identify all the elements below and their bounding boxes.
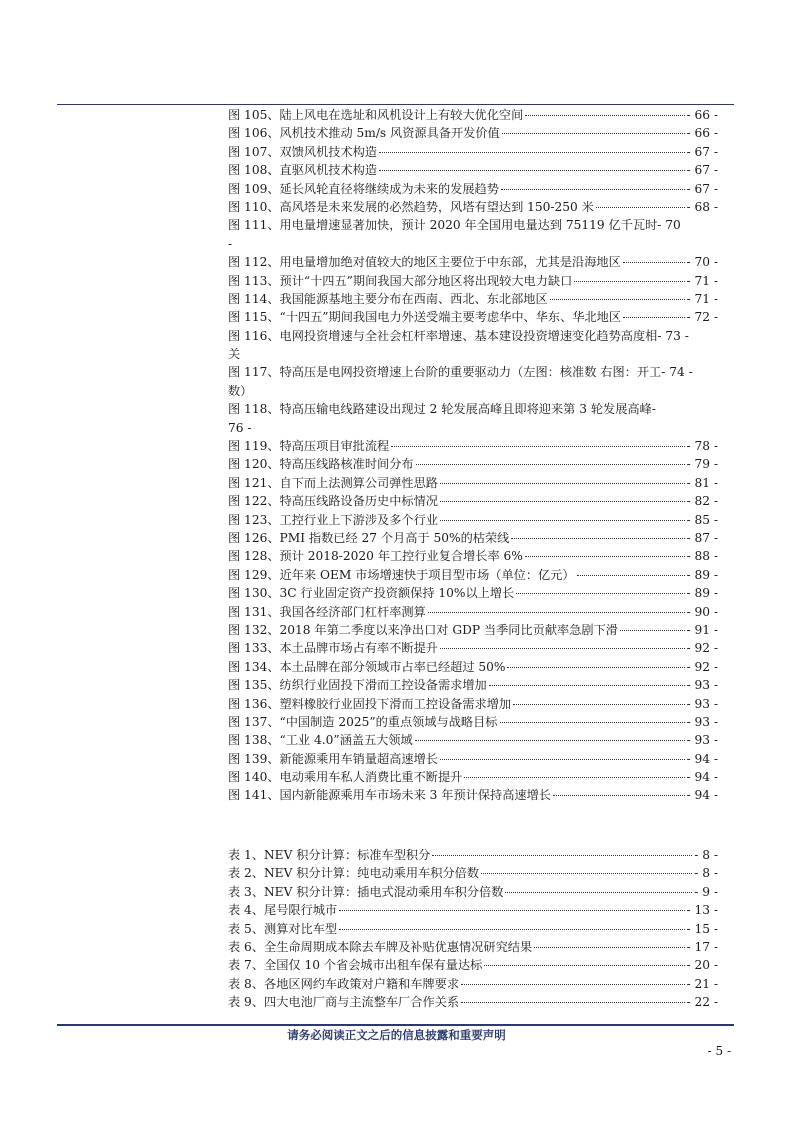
dot-leader: [428, 612, 685, 613]
figure-entry[interactable]: [228, 272, 718, 290]
dot-leader: [550, 299, 685, 300]
figure-entry[interactable]: [228, 621, 718, 639]
dot-leader: [489, 685, 685, 686]
figure-entry-page: - 93 -: [686, 714, 718, 729]
figure-entry-page: - 91 -: [686, 622, 718, 637]
figure-entry-page: - 74 -: [661, 365, 693, 380]
figure-entry-title: 图 113、预计“十四五”期间我国大部分地区将出现较大电力缺口: [228, 273, 573, 288]
figure-entry-page: - 89 -: [686, 567, 718, 582]
footer-rule: [57, 1024, 734, 1026]
table-entry-title: 表 2、NEV 积分计算：纯电动乘用车积分倍数: [228, 866, 480, 881]
figure-entry-title: 图 136、塑料橡胶行业固投下滑而工控设备需求增加: [228, 696, 512, 711]
figure-entry-title: 图 105、陆上风电在选址和风机设计上有较大优化空间: [228, 108, 524, 122]
table-entry-page: - 8 -: [694, 848, 718, 862]
figure-entry-title: 图 112、用电量增加绝对值较大的地区主要位于中东部，尤其是沿海地区: [228, 255, 621, 270]
figure-entry[interactable]: [228, 639, 718, 657]
figure-entry-title: 图 132、2018 年第二季度以来净出口对 GDP 当季同比贡献率急剧下滑: [228, 622, 618, 637]
table-entry-title: 表 9、四大电池厂商与主流整车厂合作关系: [228, 995, 460, 1010]
figure-entry-page: - 72 -: [686, 310, 718, 325]
figure-entry-title: 图 107、双馈风机技术构造: [228, 144, 378, 159]
dot-leader: [507, 667, 684, 668]
dot-leader: [620, 630, 685, 631]
figure-entry-title: 图 108、直驱风机技术构造: [228, 163, 378, 178]
figure-entry[interactable]: [228, 198, 718, 216]
figure-entry[interactable]: [228, 143, 718, 161]
figure-entry[interactable]: [228, 547, 718, 565]
dot-leader: [440, 483, 685, 484]
figure-entry[interactable]: [228, 492, 718, 510]
figure-entry-title: 图 140、电动乘用车私人消费比重不断提升: [228, 770, 463, 785]
figure-entry-continuation: [228, 419, 718, 437]
figure-entry-page: - 92 -: [686, 641, 718, 656]
table-entry-page: - 22 -: [686, 995, 718, 1010]
figure-entry[interactable]: [228, 511, 718, 529]
figure-entry[interactable]: [228, 253, 718, 271]
table-entry-title: 表 1、NEV 积分计算：标准车型积分: [228, 848, 431, 862]
dot-leader: [623, 262, 685, 263]
dot-leader: [440, 520, 685, 521]
table-entry-page: - 15 -: [686, 921, 718, 936]
figure-entry[interactable]: [228, 327, 718, 345]
figure-entry-page: - 88 -: [686, 549, 718, 564]
figure-entry-title: 图 129、近年来 OEM 市场增速快于项目型市场（单位：亿元）: [228, 567, 575, 582]
dot-leader: [534, 947, 684, 948]
figure-entry-page: - 67 -: [686, 181, 718, 196]
dot-leader: [461, 1002, 684, 1003]
figure-entry-title: 图 130、3C 行业固定资产投资额保持 10%以上增长: [228, 586, 515, 601]
dot-leader: [339, 929, 684, 930]
figure-entry[interactable]: [228, 603, 718, 621]
dot-leader: [501, 189, 685, 190]
figure-entry-title: 图 110、高风塔是未来发展的必然趋势，风塔有望达到 150-250 米: [228, 199, 594, 214]
figure-entry-title: 图 121、自下而上法测算公司弹性思路: [228, 475, 438, 490]
dot-leader: [416, 464, 685, 465]
figure-entry[interactable]: [228, 658, 718, 676]
figure-entry[interactable]: [228, 676, 718, 694]
figure-entry-page: - 78 -: [686, 439, 718, 454]
dot-leader: [505, 892, 692, 893]
figure-entry[interactable]: [228, 474, 718, 492]
figure-entry[interactable]: [228, 768, 718, 786]
figure-entry-page: - 94 -: [686, 788, 718, 803]
figure-entry-page: - 66 -: [686, 126, 718, 141]
figure-entry-continuation-text: 数）: [228, 383, 253, 398]
dot-leader: [379, 170, 684, 171]
figure-entry[interactable]: [228, 290, 718, 308]
table-entry[interactable]: [228, 956, 718, 974]
dot-leader: [525, 556, 685, 557]
table-entry[interactable]: [228, 883, 718, 901]
dot-leader: [577, 575, 685, 576]
figure-entry-title: 图 106、风机技术推动 5m/s 风资源具备开发价值: [228, 126, 500, 141]
figure-entry-title: 图 138、“工业 4.0”涵盖五大领域: [228, 733, 413, 748]
footer-disclaimer: 请务必阅读正文之后的信息披露和重要声明: [287, 1028, 506, 1042]
dot-leader: [415, 740, 685, 741]
table-entry-page: - 17 -: [686, 939, 718, 954]
figure-entry[interactable]: [228, 455, 718, 473]
figure-entry-page: - 92 -: [686, 659, 718, 674]
figure-entry[interactable]: [228, 124, 718, 142]
dot-leader: [391, 446, 684, 447]
figure-entry-page: - 79 -: [686, 457, 718, 472]
figure-entry-title: 图 118、特高压输电线路建设出现过 2 轮发展高峰且即将迎来第 3 轮发展高峰: [228, 402, 652, 417]
dot-leader: [379, 152, 684, 153]
figure-entry-continuation: [228, 345, 718, 363]
dot-leader: [464, 777, 684, 778]
figure-entry[interactable]: [228, 400, 718, 418]
figure-entry-page: - 70 -: [686, 255, 718, 270]
figure-entry-page: - 94 -: [686, 751, 718, 766]
table-entry-title: 表 3、NEV 积分计算：插电式混动乘用车积分倍数: [228, 884, 504, 899]
table-entry[interactable]: [228, 975, 718, 993]
figure-entry-title: 图 141、国内新能源乘用车市场未来 3 年预计保持高速增长: [228, 788, 551, 803]
figure-entry-title: 图 117、特高压是电网投资增速上台阶的重要驱动力（左图：核准数 右图：开工: [228, 365, 662, 380]
figure-entry-page: - 93 -: [686, 696, 718, 711]
table-entry[interactable]: [228, 864, 718, 882]
figure-entry-title: 图 114、我国能源基地主要分布在西南、西北、东北部地区: [228, 291, 548, 306]
figure-entry[interactable]: [228, 713, 718, 731]
figure-entry-title: 图 115、“十四五”期间我国电力外送受端主要考虑华中、华东、华北地区: [228, 310, 622, 325]
table-entry-page: - 21 -: [686, 976, 718, 991]
table-entry-page: - 13 -: [686, 903, 718, 918]
figure-entry-title: 图 119、特高压项目审批流程: [228, 439, 390, 454]
figure-entry-title: 图 135、纺织行业固投下滑而工控设备需求增加: [228, 678, 487, 693]
figure-entry-page: - 67 -: [686, 144, 718, 159]
table-entry[interactable]: [228, 993, 718, 1011]
table-entry-page: - 20 -: [686, 958, 718, 973]
figure-entry[interactable]: [228, 161, 718, 179]
table-index-list: [228, 846, 718, 1012]
figure-entry[interactable]: [228, 216, 718, 234]
figure-entry-page: - 70: [657, 218, 681, 233]
figure-entry-title: 图 123、工控行业上下游涉及多个行业: [228, 512, 438, 527]
table-entry-title: 表 4、尾号限行城市: [228, 903, 338, 918]
figure-entry-title: 图 137、“中国制造 2025”的重点领域与战略目标: [228, 714, 498, 729]
figure-entry[interactable]: [228, 750, 718, 768]
figure-entry-page: - 73 -: [657, 328, 689, 343]
figure-entry[interactable]: [228, 529, 718, 547]
figure-entry-page: - 87 -: [686, 530, 718, 545]
figure-entry-title: 图 126、PMI 指数已经 27 个月高于 50%的枯荣线: [228, 530, 510, 545]
figure-entry-page: - 93 -: [686, 678, 718, 693]
dot-leader: [513, 704, 684, 705]
table-entry-page: - 8 -: [694, 866, 718, 881]
figure-entry[interactable]: [228, 584, 718, 602]
figure-entry-title: 图 131、我国各经济部门杠杆率测算: [228, 604, 426, 619]
figure-entry[interactable]: [228, 180, 718, 198]
figure-entry[interactable]: [228, 437, 718, 455]
dot-leader: [461, 984, 684, 985]
dot-leader: [339, 910, 684, 911]
figure-entry-title: 图 133、本土品牌市场占有率不断提升: [228, 641, 438, 656]
figure-entry-page: - 85 -: [686, 512, 718, 527]
table-entry-title: 表 7、全国仅 10 个省会城市出租车保有量达标: [228, 958, 483, 973]
figure-entry-page: - 93 -: [686, 733, 718, 748]
figure-entry-continuation: [228, 235, 718, 253]
table-entry-title: 表 6、全生命周期成本除去车牌及补贴优惠情况研究结果: [228, 939, 533, 954]
dot-leader: [440, 501, 685, 502]
figure-entry-continuation-text: 关: [228, 347, 241, 362]
figure-entry-page: - 67 -: [686, 163, 718, 178]
figure-entry-title: 图 116、电网投资增速与全社会杠杆率增速、基本建设投资增速变化趋势高度相: [228, 328, 658, 343]
figure-entry[interactable]: [228, 308, 718, 326]
figure-index-list: [228, 106, 718, 805]
figure-entry-page: - 82 -: [686, 494, 718, 509]
figure-entry-title: 图 134、本土品牌在部分领域市占率已经超过 50%: [228, 659, 506, 674]
dot-leader: [484, 965, 684, 966]
figure-entry-page: - 66 -: [686, 108, 718, 122]
dot-leader: [502, 133, 685, 134]
figure-entry[interactable]: [228, 695, 718, 713]
dot-leader: [553, 795, 685, 796]
table-entry-title: 表 8、各地区网约车政策对户籍和车牌要求: [228, 976, 460, 991]
figure-entry-title: 图 139、新能源乘用车销量超高速增长: [228, 751, 438, 766]
figure-entry-continuation-text: -: [228, 236, 233, 251]
dot-leader: [511, 538, 684, 539]
figure-entry-title: 图 128、预计 2018-2020 年工控行业复合增长率 6%: [228, 549, 523, 564]
dot-leader: [574, 281, 684, 282]
dot-leader: [440, 648, 685, 649]
dot-leader: [500, 722, 685, 723]
table-entry-page: - 9 -: [694, 884, 718, 899]
figure-entry-page: - 81 -: [686, 475, 718, 490]
figure-entry-page: -: [651, 402, 656, 417]
dot-leader: [481, 873, 692, 874]
table-entry[interactable]: [228, 938, 718, 956]
header-rule: [57, 104, 734, 105]
figure-entry-continuation-text: 76 -: [228, 420, 252, 435]
figure-entry-page: - 71 -: [686, 291, 718, 306]
figure-entry-page: - 68 -: [686, 199, 718, 214]
figure-entry-page: - 94 -: [686, 770, 718, 785]
figure-entry-page: - 71 -: [686, 273, 718, 288]
dot-leader: [516, 593, 684, 594]
figure-entry[interactable]: [228, 786, 718, 804]
figure-entry-page: - 89 -: [686, 586, 718, 601]
table-entry[interactable]: [228, 846, 718, 864]
figure-entry-page: - 90 -: [686, 604, 718, 619]
figure-entry-continuation: [228, 382, 718, 400]
figure-entry[interactable]: [228, 106, 718, 124]
figure-entry[interactable]: [228, 731, 718, 749]
table-entry[interactable]: [228, 901, 718, 919]
dot-leader: [596, 207, 685, 208]
dot-leader: [623, 317, 684, 318]
table-entry-title: 表 5、测算对比车型: [228, 921, 338, 936]
figure-entry-title: 图 122、特高压线路设备历史中标情况: [228, 494, 438, 509]
figure-entry-title: 图 111、用电量增速显著加快，预计 2020 年全国用电量达到 75119 亿千瓦时: [228, 218, 658, 233]
figure-entry[interactable]: [228, 363, 718, 381]
dot-leader: [525, 115, 684, 116]
page-number: - 5 -: [707, 1044, 731, 1058]
figure-entry[interactable]: [228, 566, 718, 584]
dot-leader: [440, 759, 685, 760]
dot-leader: [432, 855, 692, 856]
figure-entry-title: 图 109、延长风轮直径将继续成为未来的发展趋势: [228, 181, 499, 196]
table-entry[interactable]: [228, 920, 718, 938]
figure-entry-title: 图 120、特高压线路核准时间分布: [228, 457, 414, 472]
